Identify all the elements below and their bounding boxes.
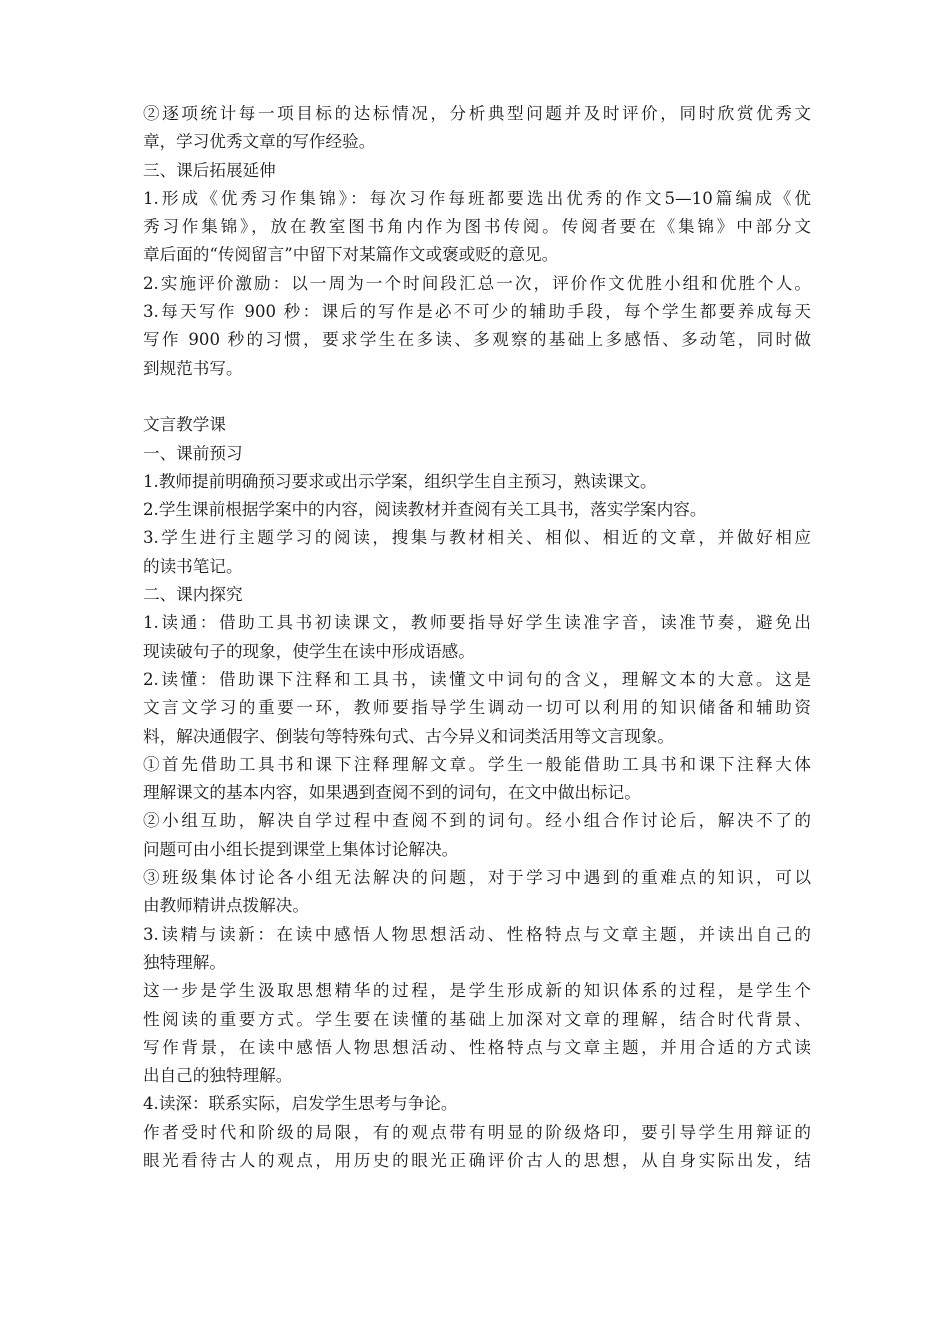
blank-line [143,383,811,411]
paragraph-line: 这一步是学生汲取思想精华的过程，是学生形成新的知识体系的过程，是学生个 [143,981,811,1001]
paragraph-line: 3.每天写作 900 秒：课后的写作是必不可少的辅助手段，每个学生都要养成每天 [143,302,811,322]
paragraph-line: 性阅读的重要方式。学生要在读懂的基础上加深对文章的理解，结合时代背景、 [143,1009,811,1029]
paragraph-line: 现读破句子的现象，使学生在读中形成语感。 [143,641,475,661]
paragraph-line: 独特理解。 [143,952,226,972]
paragraph-line: 秀习作集锦》，放在教室图书角内作为图书传阅。传阅者要在《集锦》中部分文 [143,217,811,237]
section-heading: 二、课内探究 [143,585,243,605]
section-heading: 一、课前预习 [143,443,243,463]
paragraph-line: 章后面的“传阅留言”中留下对某篇作文或褒或贬的意见。 [143,245,559,265]
paragraph-line: 料，解决通假字、倒装句等特殊句式、古今异义和词类活用等文言现象。 [143,726,674,746]
paragraph-line: 出自己的独特理解。 [143,1066,293,1086]
document-page [143,100,811,1175]
paragraph-line: 2.实施评价激励：以一周为一个时间段汇总一次，评价作文优胜小组和优胜个人。 [143,273,811,293]
paragraph-line: ①首先借助工具书和课下注释理解文章。学生一般能借助工具书和课下注释大体 [143,754,811,774]
paragraph-line: 3.学生进行主题学习的阅读，搜集与教材相关、相似、相近的文章，并做好相应 [143,528,811,548]
paragraph-line: 写作 900 秒的习惯，要求学生在多读、多观察的基础上多感悟、多动笔，同时做 [143,330,811,350]
paragraph-line: 4.读深：联系实际，启发学生思考与争论。 [143,1094,458,1114]
paragraph-line: 由教师精讲点拨解决。 [143,896,309,916]
paragraph-line: 3.读精与读新：在读中感悟人物思想活动、性格特点与文章主题，并读出自己的 [143,924,811,944]
page-title: 文言教学课 [143,415,226,435]
paragraph-line: 理解课文的基本内容，如果遇到查阅不到的词句，在文中做出标记。 [143,783,641,803]
paragraph-line: 文言文学习的重要一环，教师要指导学生调动一切可以利用的知识储备和辅助资 [143,698,811,718]
paragraph-line: 问题可由小组长提到课堂上集体讨论解决。 [143,839,459,859]
paragraph-line: 2.学生课前根据学案中的内容，阅读教材并查阅有关工具书，落实学案内容。 [143,500,707,520]
paragraph-line: 到规范书写。 [143,358,243,378]
paragraph-line: 眼光看待古人的观点，用历史的眼光正确评价古人的思想，从自身实际出发，结 [143,1150,811,1170]
paragraph-line: ③班级集体讨论各小组无法解决的问题，对于学习中遇到的重难点的知识，可以 [143,868,811,888]
paragraph-line: 的读书笔记。 [143,556,243,576]
paragraph-line: 1.形成《优秀习作集锦》：每次习作每班都要选出优秀的作文5—10篇编成《优 [143,188,811,208]
paragraph-line: 1.教师提前明确预习要求或出示学案，组织学生自主预习，熟读课文。 [143,471,657,491]
paragraph-line: ②逐项统计每一项目标的达标情况，分析典型问题并及时评价，同时欣赏优秀文 [143,104,811,123]
paragraph-line: 章，学习优秀文章的写作经验。 [143,132,376,152]
section-heading: 三、课后拓展延伸 [143,160,276,180]
paragraph-line: 作者受时代和阶级的局限，有的观点带有明显的阶级烙印，要引导学生用辩证的 [143,1122,811,1142]
paragraph-line: 写作背景，在读中感悟人物思想活动、性格特点与文章主题，并用合适的方式读 [143,1037,811,1057]
paragraph-line: 2.读懂：借助课下注释和工具书，读懂文中词句的含义，理解文本的大意。这是 [143,669,811,689]
paragraph-line: 1.读通：借助工具书初读课文，教师要指导好学生读准字音，读准节奏，避免出 [143,613,811,633]
paragraph-line: ②小组互助，解决自学过程中查阅不到的词句。经小组合作讨论后，解决不了的 [143,811,811,831]
